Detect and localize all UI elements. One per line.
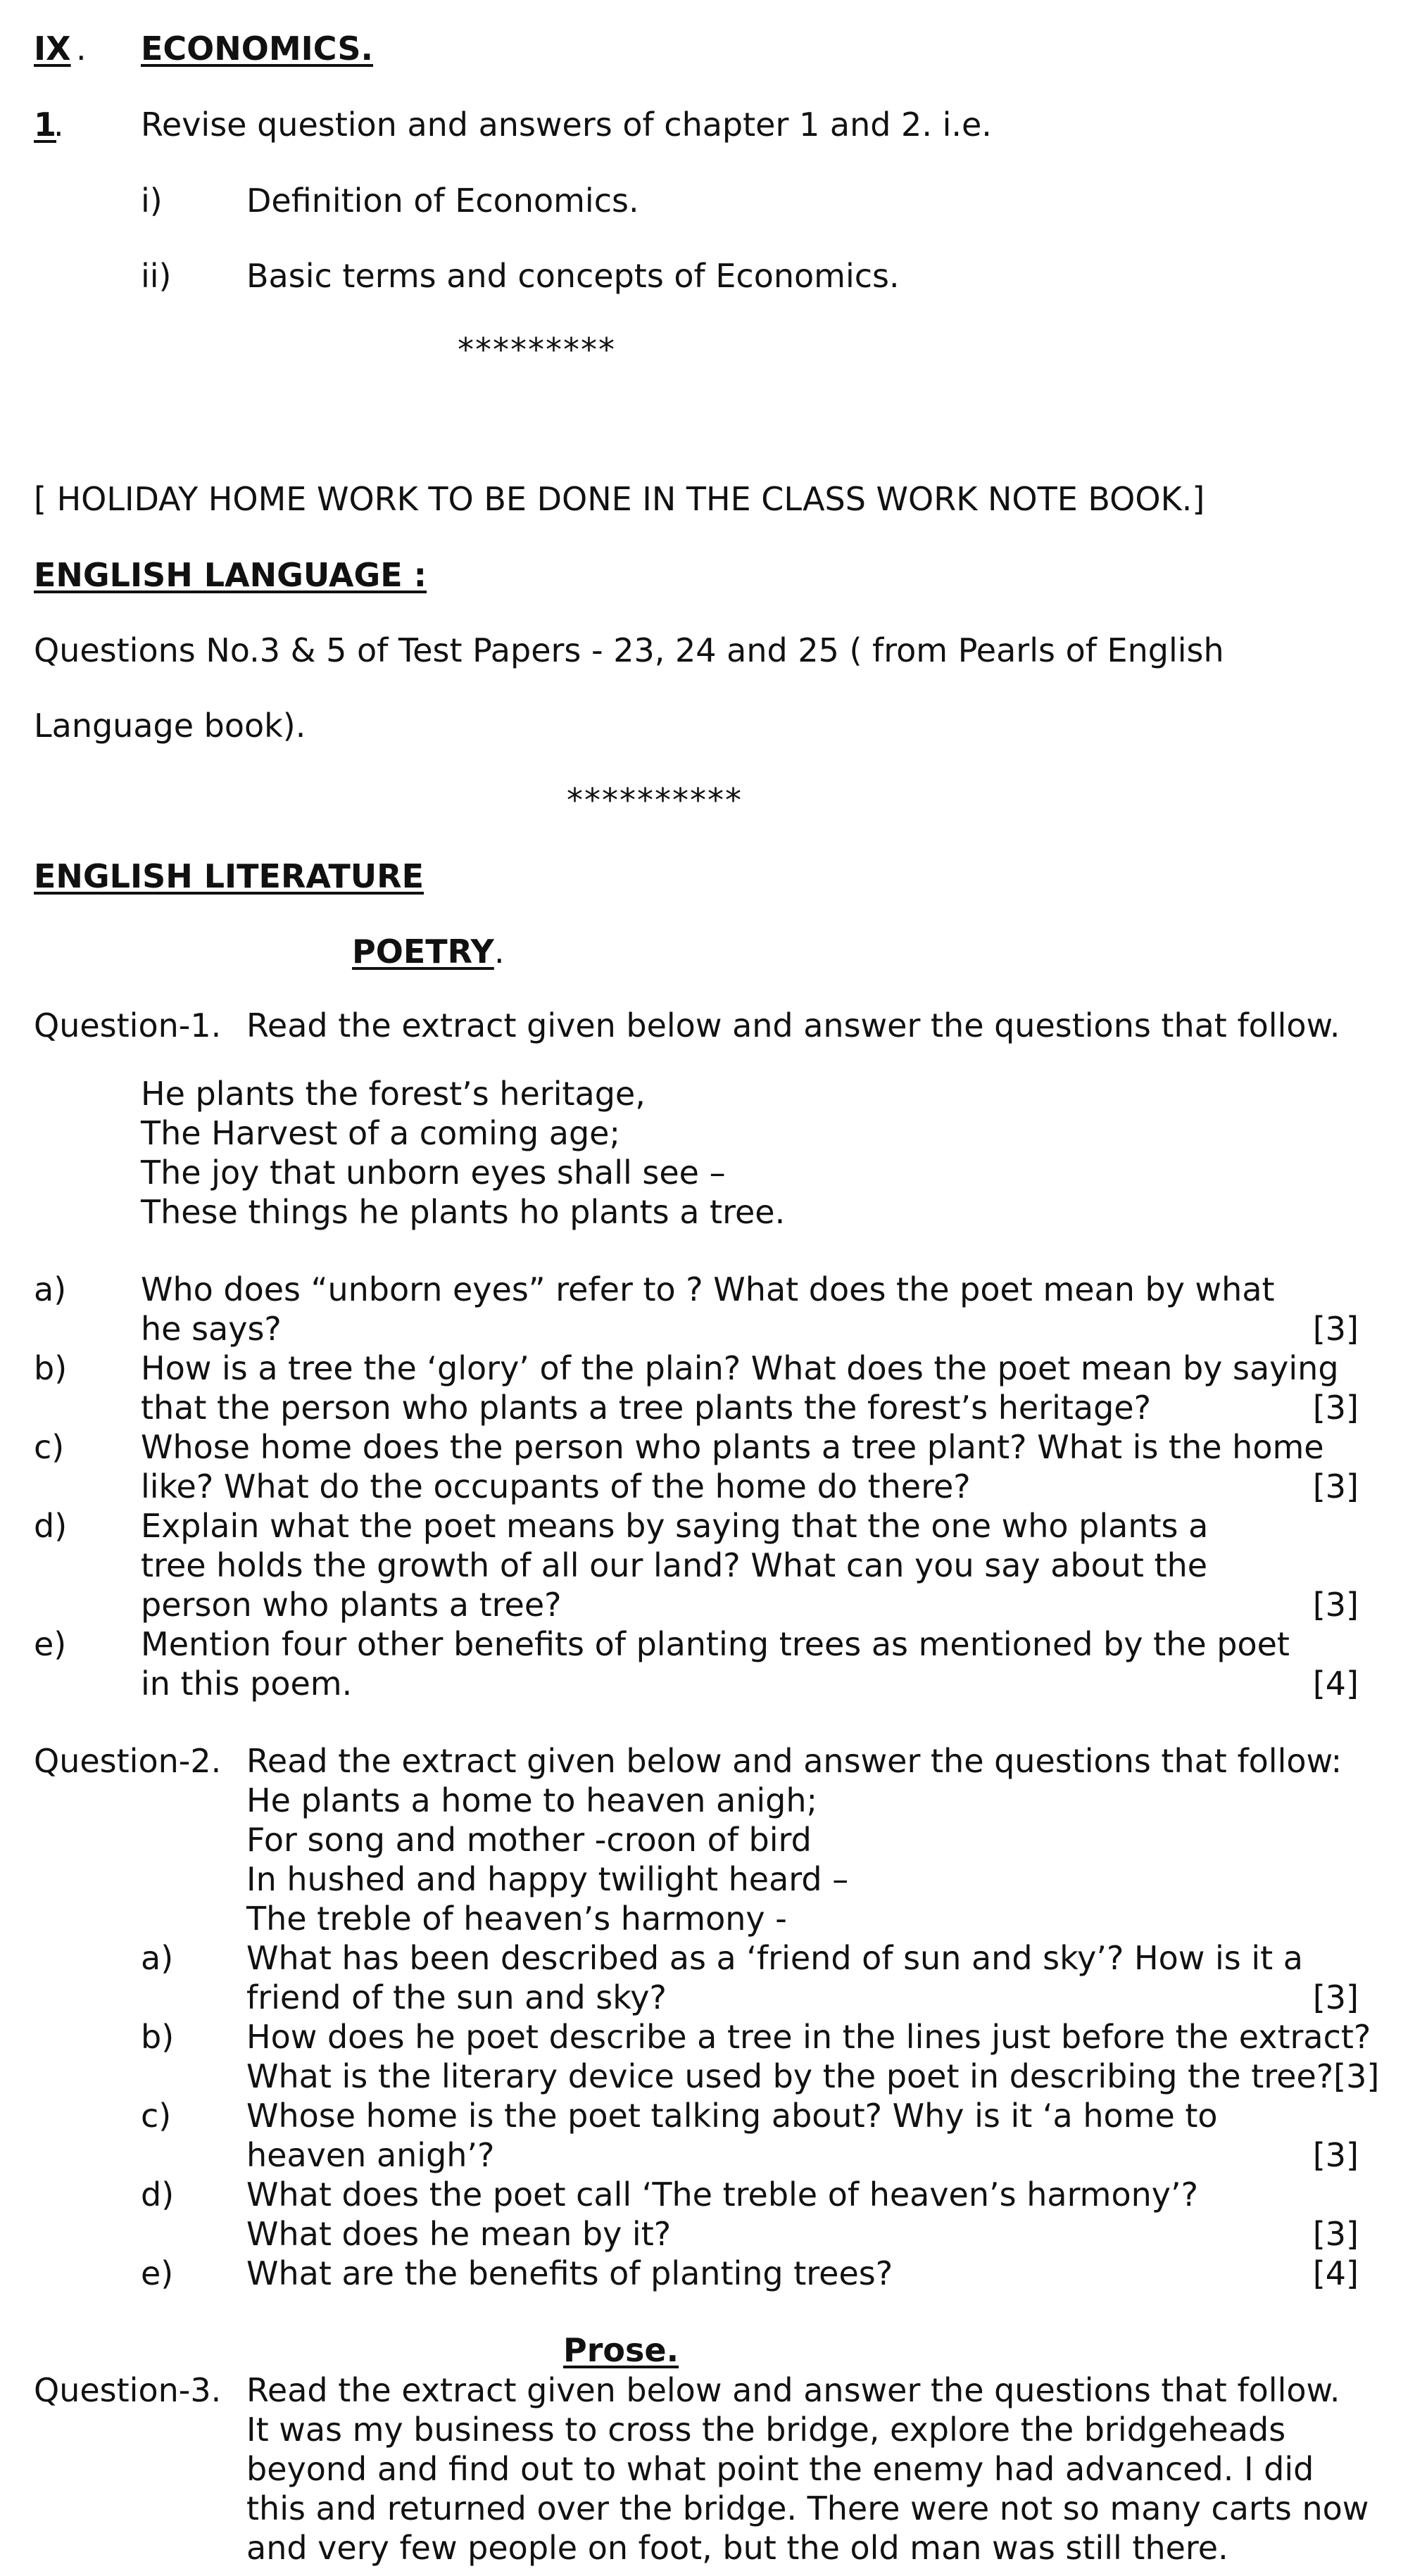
item-number: 1 [34, 106, 57, 144]
section-roman: IX [34, 30, 71, 68]
dot: . [494, 933, 505, 971]
poem-line: For song and mother -croon of bird [246, 1821, 812, 1859]
part-text: Explain what the poet means by saying that the one who plants a [141, 1507, 1209, 1545]
english-language-heading: ENGLISH LANGUAGE : [34, 556, 427, 594]
separator-stars: ********** [567, 781, 743, 819]
question-label: Question-2. [34, 1742, 222, 1780]
question-instruction: Read the extract given below and answer the questions that follow. [246, 2371, 1340, 2409]
dot: . [54, 106, 64, 144]
english-language-text: Questions No.3 & 5 of Test Papers - 23, 24 and 25 ( from Pearls of English [34, 631, 1224, 669]
part-text: How is a tree the ‘glory’ of the plain? What does the poet mean by saying [141, 1349, 1339, 1387]
part-text: person who plants a tree? [141, 1586, 562, 1624]
marks: [3] [1312, 1978, 1359, 2016]
part-label: b) [34, 1349, 68, 1387]
prose-heading: Prose. [563, 2331, 679, 2369]
poem-line: He plants a home to heaven anigh; [246, 1781, 818, 1819]
part-text: Whose home does the person who plants a tree plant? What is the home [141, 1428, 1324, 1466]
marks: [3] [1312, 1389, 1359, 1427]
part-text: like? What do the occupants of the home do there? [141, 1467, 971, 1505]
poem-line: The joy that unborn eyes shall see – [141, 1154, 726, 1192]
prose-line: and very few people on foot, but the old man was still there. [246, 2529, 1228, 2567]
part-text: that the person who plants a tree plants the forest’s heritage? [141, 1389, 1152, 1427]
part-text: What does he mean by it? [246, 2215, 672, 2253]
part-label: a) [141, 1939, 174, 1977]
list-item: Basic terms and concepts of Economics. [246, 257, 900, 295]
part-label: c) [34, 1428, 65, 1466]
part-label: a) [34, 1270, 67, 1308]
part-text: What is the literary device used by the poet in describing the tree?[3] [246, 2057, 1380, 2095]
part-text: Whose home is the poet talking about? Why is it ‘a home to [246, 2097, 1218, 2135]
marks: [3] [1312, 2215, 1359, 2253]
marks: [3] [1312, 1310, 1359, 1348]
part-text: tree holds the growth of all our land? What can you say about the [141, 1546, 1208, 1584]
part-text: Who does “unborn eyes” refer to ? What does the poet mean by what [141, 1270, 1275, 1308]
part-text: he says? [141, 1310, 282, 1348]
part-label: d) [141, 2176, 175, 2214]
prose-line: this and returned over the bridge. There were not so many carts now [246, 2489, 1369, 2527]
question-label: Question-1. [34, 1006, 222, 1044]
part-text: heaven anigh’? [246, 2136, 495, 2174]
question-instruction: Read the extract given below and answer the questions that follow: [246, 1742, 1342, 1780]
marks: [4] [1312, 1665, 1359, 1703]
homework-note: [ HOLIDAY HOME WORK TO BE DONE IN THE CLASS WORK NOTE BOOK.] [34, 480, 1205, 518]
list-item: Definition of Economics. [246, 182, 639, 220]
separator-stars: ********* [458, 331, 616, 369]
marks: [4] [1312, 2254, 1359, 2292]
question-instruction: Read the extract given below and answer the questions that follow. [246, 1006, 1340, 1044]
part-label: d) [34, 1507, 68, 1545]
marks: [3] [1312, 1467, 1359, 1505]
marks: [3] [1312, 2136, 1359, 2174]
prose-line: beyond and find out to what point the enemy had advanced. I did [246, 2450, 1314, 2488]
part-label: e) [141, 2254, 174, 2292]
economics-intro: Revise question and answers of chapter 1 and 2. i.e. [141, 106, 992, 144]
part-text: What does the poet call ‘The treble of heaven’s harmony’? [246, 2176, 1199, 2214]
list-label: ii) [141, 257, 172, 295]
economics-heading: ECONOMICS. [141, 30, 373, 68]
poem-line: In hushed and happy twilight heard – [246, 1860, 849, 1898]
part-text: friend of the sun and sky? [246, 1978, 667, 2016]
prose-line: It was my business to cross the bridge, explore the bridgeheads [246, 2411, 1286, 2449]
part-label: b) [141, 2018, 175, 2056]
part-text: How does he poet describe a tree in the lines just before the extract? [246, 2018, 1371, 2056]
dot: . [76, 30, 87, 68]
english-literature-heading: ENGLISH LITERATURE [34, 857, 424, 895]
poem-line: He plants the forest’s heritage, [141, 1075, 646, 1113]
english-language-text: Language book). [34, 707, 306, 745]
question-label: Question-3. [34, 2371, 222, 2409]
part-text: in this poem. [141, 1665, 353, 1703]
marks: [3] [1312, 1586, 1359, 1624]
part-text: What are the benefits of planting trees? [246, 2254, 893, 2292]
list-label: i) [141, 182, 163, 220]
poem-line: These things he plants ho plants a tree. [141, 1193, 786, 1231]
poetry-heading: POETRY [352, 933, 494, 971]
part-text: Mention four other benefits of planting trees as mentioned by the poet [141, 1625, 1290, 1663]
part-label: e) [34, 1625, 67, 1663]
poem-line: The treble of heaven’s harmony - [246, 1900, 787, 1938]
part-text: What has been described as a ‘friend of sun and sky’? How is it a [246, 1939, 1303, 1977]
poem-line: The Harvest of a coming age; [141, 1114, 620, 1152]
part-label: c) [141, 2097, 172, 2135]
